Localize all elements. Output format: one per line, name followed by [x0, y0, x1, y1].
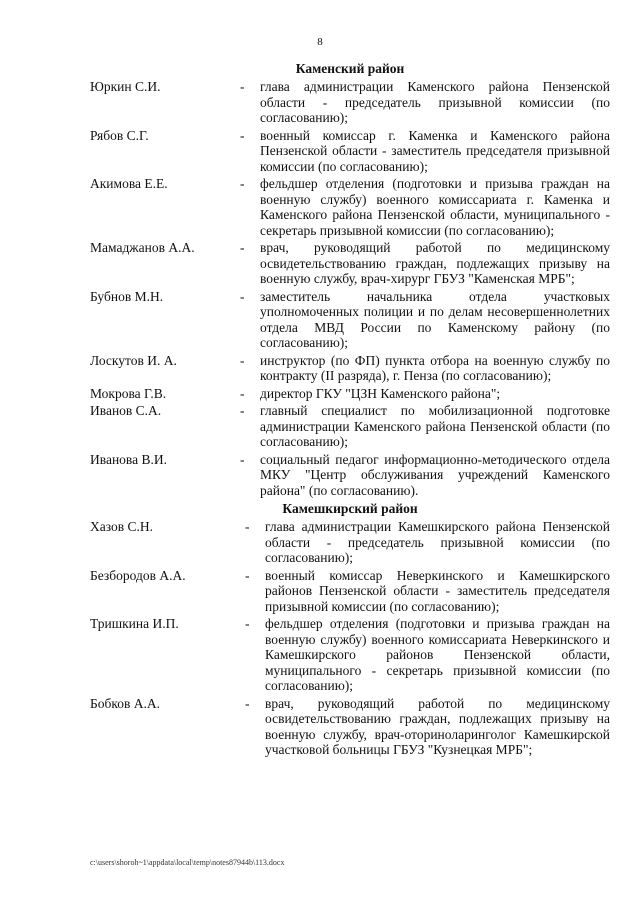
member-name: Безбородов А.А.	[90, 567, 186, 583]
member-role: главный специалист по мобилизационной подготовке администрации Каменского района Пензенской области (по согласованию);	[260, 403, 610, 449]
separator-dash: -	[245, 616, 250, 631]
list-item	[90, 289, 610, 351]
member-role: врач, руководящий работой по медицинскому освидетельствованию граждан, подлежащих призыву на военную службу, врач-хирург ГБУЗ "Каменская МРБ";	[260, 240, 610, 286]
section-kamensky	[90, 60, 610, 498]
page-number: 8	[317, 36, 323, 48]
separator-dash: -	[240, 403, 245, 418]
member-role: глава администрации Каменского района Пензенской области - председатель призывной комиссии (по согласованию);	[260, 79, 610, 125]
list-item	[90, 240, 610, 287]
member-name: Иванова В.И.	[90, 451, 167, 467]
list-item	[90, 696, 610, 758]
separator-dash: -	[240, 451, 245, 467]
list-item	[90, 176, 610, 238]
list-item	[90, 128, 610, 175]
member-name: Тришкина И.П.	[90, 616, 179, 631]
member-name: Юркин С.И.	[90, 79, 161, 94]
member-role: глава администрации Камешкирского района Пензенской области - председатель призывной комиссии (по согласованию);	[265, 519, 610, 565]
member-role: военный комиссар Неверкинского и Камешкирского районов Пензенской области - заместитель председателя призывной комиссии (по согласованию);	[265, 567, 610, 614]
list-item	[90, 519, 610, 566]
member-role: врач, руководящий работой по медицинскому освидетельствованию граждан, подлежащих призыву на военную службу, врач-оториноларинголог Камешкирской участковой больницы ГБУЗ "Кузнецкая МРБ";	[265, 695, 610, 757]
member-name: Рябов С.Г.	[90, 127, 149, 143]
member-name: Хазов С.Н.	[90, 519, 153, 534]
member-name: Акимова Е.Е.	[90, 176, 168, 191]
member-role: фельдшер отделения (подготовки и призыва граждан на военную службу) военного комиссариата Неверкинского и Камешкирского районов Пензенской области, муниципального - секретарь призывной комиссии (по согласованию);	[265, 616, 610, 693]
member-name: Бубнов М.Н.	[90, 288, 164, 304]
member-name: Мамаджанов А.А.	[90, 240, 195, 255]
section-kameshkirsky	[90, 500, 610, 758]
member-role: директор ГКУ "ЦЗН Каменского района";	[260, 385, 501, 401]
file-path-footer: c:\users\shoroh~1\appdata\local\temp\notes87944b\113.docx	[90, 858, 285, 867]
separator-dash: -	[240, 385, 245, 401]
section-title: Каменский район	[295, 61, 405, 76]
member-role: инструктор (по ФП) пункта отбора на военную службу по контракту (II разряда), г. Пенза (по согласованию);	[260, 352, 610, 383]
separator-dash: -	[245, 695, 250, 711]
separator-dash: -	[240, 79, 245, 94]
member-role: военный комиссар г. Каменка и Каменского района Пензенской области - заместитель председателя призывной комиссии (по согласованию);	[260, 127, 610, 174]
member-name: Иванов С.А.	[90, 403, 162, 418]
separator-dash: -	[240, 176, 245, 191]
list-item	[90, 386, 610, 402]
list-item	[90, 353, 610, 384]
document-body	[90, 60, 610, 760]
member-role: фельдшер отделения (подготовки и призыва граждан на военную службу) военного комиссариата г. Каменка и Каменского района Пензенской области, муниципального - секретарь призывной комиссии (по согласованию);	[260, 176, 610, 238]
list-item	[90, 568, 610, 615]
section-title: Камешкирский район	[282, 501, 418, 516]
list-item	[90, 79, 610, 126]
separator-dash: -	[240, 240, 245, 255]
member-name: Бобков А.А.	[90, 695, 160, 711]
separator-dash: -	[245, 567, 250, 583]
separator-dash: -	[240, 288, 245, 304]
member-name: Мокрова Г.В.	[90, 385, 167, 401]
separator-dash: -	[240, 127, 245, 143]
separator-dash: -	[240, 352, 245, 368]
member-role: заместитель начальника отдела участковых уполномоченных полиции и по делам несовершеннолетних отдела МВД России по Каменскому району (по согласованию);	[260, 288, 610, 350]
separator-dash: -	[245, 519, 250, 534]
member-name: Лоскутов И. А.	[90, 352, 177, 368]
list-item	[90, 403, 610, 450]
member-role: социальный педагог информационно-методического отдела МКУ "Центр обслуживания учреждений Каменского района" (по согласованию).	[260, 451, 610, 498]
list-item	[90, 616, 610, 694]
list-item	[90, 452, 610, 499]
